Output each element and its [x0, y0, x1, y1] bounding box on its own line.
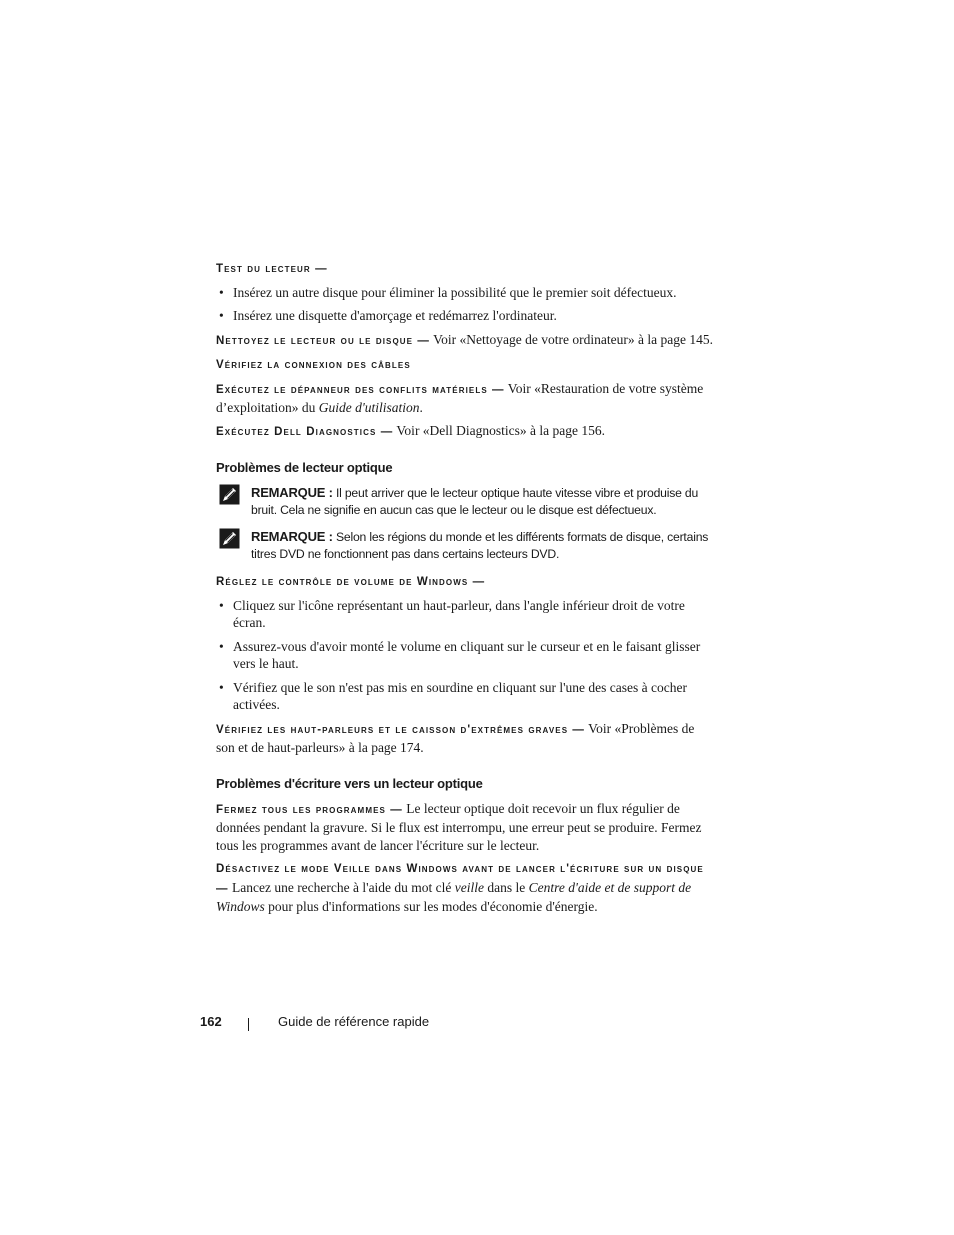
paragraph-dell-diagnostics	[216, 422, 716, 442]
list-item	[216, 679, 716, 714]
note-label: REMARQUE :	[251, 485, 333, 500]
bullet-list-test	[216, 284, 716, 325]
lead-in: Nettoyez le lecteur ou le disque —	[216, 334, 431, 347]
lead-in: Vérifiez les haut-parleurs et le caisson d'extrêmes graves —	[216, 723, 586, 736]
page-number: 162	[200, 1014, 222, 1029]
note-text: Selon les régions du monde et les différents formats de disque, certains titres DVD ne fonctionnent pas dans certains lecteurs DVD.	[251, 530, 709, 561]
bullet-icon: •	[219, 679, 224, 695]
section-heading-write: Problèmes d'écriture vers un lecteur optique	[216, 775, 483, 791]
bullet-icon: •	[219, 308, 224, 323]
lead-in: Fermez tous les programmes —	[216, 803, 403, 816]
note-label: REMARQUE :	[251, 529, 333, 544]
lead-in: Désactivez le mode Veille dans Windows avant de lancer l'écriture sur un disque —	[216, 863, 704, 895]
list-item-text: Insérez une disquette d'amorçage et redémarrez l'ordinateur.	[233, 308, 557, 323]
paragraph-haut-parleurs	[216, 720, 716, 757]
bullet-icon: •	[219, 638, 224, 654]
paragraph-verifiez-connexion	[216, 355, 716, 375]
list-item	[216, 307, 716, 325]
footer-divider	[248, 1018, 249, 1031]
paragraph-text: .	[419, 400, 423, 415]
guide-title: Guide de référence rapide	[278, 1014, 430, 1029]
note-text: Il peut arriver que le lecteur optique haute vitesse vibre et produise du bruit. Cela ne signifie en aucun cas que le lecteur ou le disque est défectueux.	[251, 486, 699, 517]
list-item-text: Insérez un autre disque pour éliminer la possibilité que le premier soit défectueux.	[233, 284, 677, 300]
lead-in: Exécutez Dell Diagnostics —	[216, 425, 394, 438]
guide-reference: Guide d'utilisation	[318, 400, 420, 415]
note-pencil-icon	[219, 528, 240, 549]
section-heading-optical: Problèmes de lecteur optique	[216, 460, 393, 475]
paragraph-text: dans le	[484, 879, 529, 895]
paragraph-test-du-lecteur	[216, 259, 716, 279]
paragraph-reglez-volume	[216, 572, 716, 592]
note-pencil-icon	[219, 484, 240, 505]
paragraph-text: Voir «Nettoyage de votre ordinateur» à la page 145.	[430, 331, 713, 347]
list-item	[216, 638, 716, 673]
paragraph-text: Voir «Problèmes de son et de haut-parleurs» à la page 174.	[216, 720, 695, 755]
paragraph-text: Lancez une recherche à l'aide du mot clé	[228, 879, 455, 895]
note-block	[216, 528, 716, 563]
paragraph-text: Le lecteur optique doit recevoir un flux régulier de données pendant la gravure. Si le flux est interrompu, une erreur peut se produire. Fermez tous les programmes avant de lancer l'écriture sur le lecteur.	[216, 800, 702, 853]
paragraph-fermez	[216, 800, 716, 855]
paragraph-text: pour plus d'informations sur les modes d'économie d'énergie.	[264, 899, 598, 914]
paragraph-depanneur	[216, 380, 716, 417]
lead-in: Test du lecteur —	[216, 263, 328, 275]
paragraph-desactivez-veille	[216, 859, 716, 916]
list-item-text: Assurez-vous d'avoir monté le volume en cliquant sur le curseur et en le faisant glisser vers le haut.	[233, 638, 701, 671]
note-block	[216, 484, 716, 519]
bullet-icon: •	[219, 597, 224, 613]
page-content	[216, 259, 716, 921]
paragraph-text: Voir «Restauration de votre système d’exploitation» du	[216, 380, 704, 415]
list-item-text: Cliquez sur l'icône représentant un haut-parleur, dans l'angle inférieur droit de votre écran.	[233, 597, 685, 630]
help-center-reference: Centre d'aide et de support de Windows	[216, 879, 692, 914]
lead-in: Exécutez le dépanneur des conflits matériels —	[216, 383, 505, 396]
keyword: veille	[454, 879, 485, 895]
list-item-text: Vérifiez que le son n'est pas mis en sourdine en cliquant sur l'une des cases à cocher activées.	[233, 679, 687, 712]
bullet-icon: •	[219, 284, 224, 300]
lead-in: Vérifiez la connexion des câbles	[216, 359, 411, 371]
bullet-list-volume	[216, 597, 716, 714]
lead-in: Réglez le contrôle de volume de Windows —	[216, 576, 486, 588]
paragraph-nettoyez	[216, 331, 716, 351]
list-item	[216, 597, 716, 632]
paragraph-text: Voir «Dell Diagnostics» à la page 156.	[393, 422, 606, 438]
list-item	[216, 284, 716, 302]
